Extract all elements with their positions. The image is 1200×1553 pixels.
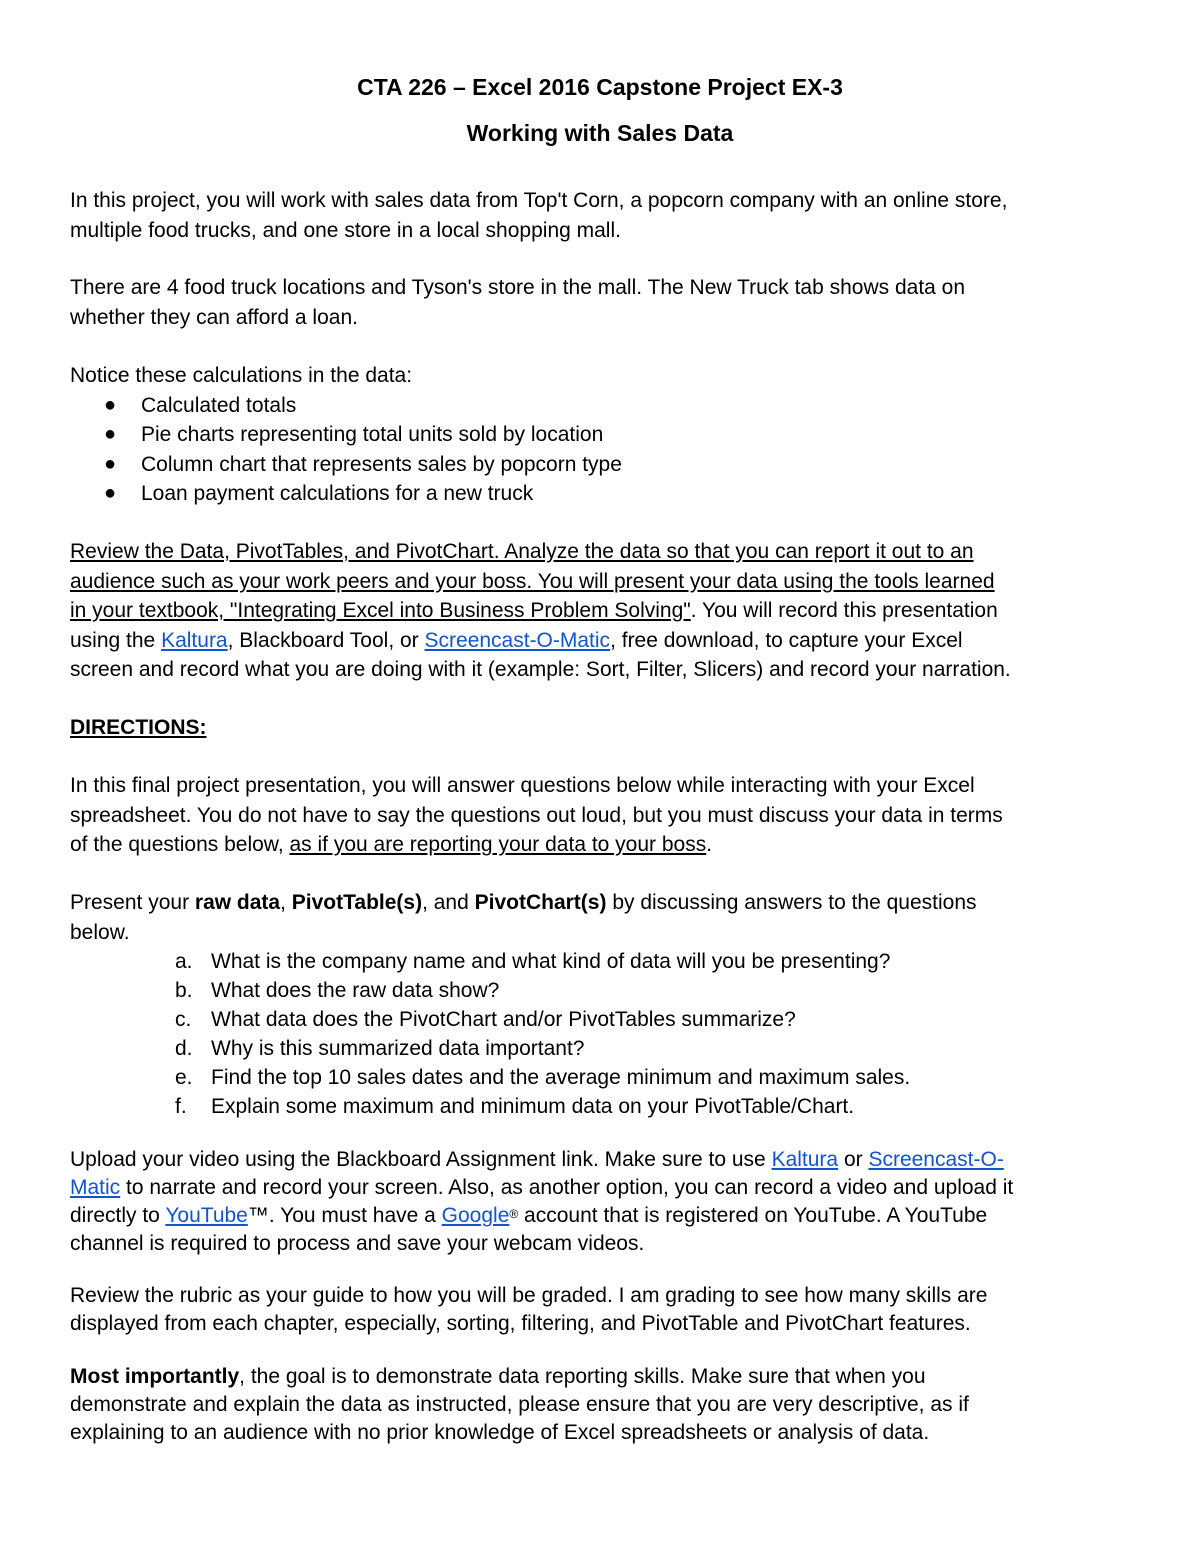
question-marker: d. [175, 1037, 193, 1060]
upload-text: to narrate and record your screen. Also, as another option, you can record a video and upload it [120, 1176, 1014, 1199]
upload-text: ™. You must have a [247, 1204, 442, 1227]
question-item [70, 1034, 1140, 1063]
google-link[interactable]: Google [441, 1204, 510, 1227]
important-bold-text: Most importantly [70, 1365, 240, 1388]
bullet-list-item [70, 391, 1140, 421]
rubric-line: displayed from each chapter, especially, sorting, filtering, and PivotTable and PivotChart features. [70, 1312, 971, 1335]
final-line: In this final project presentation, you will answer questions below while interacting with your Excel [70, 774, 975, 797]
upload-text: account that is registered on YouTube. A YouTube [518, 1204, 988, 1227]
present-bold-text: raw data [194, 891, 281, 914]
upload-text: or [838, 1148, 869, 1171]
question-text: What is the company name and what kind of data will you be presenting? [211, 950, 891, 973]
bullet-icon: ● [104, 423, 117, 445]
final-paragraph [70, 771, 1140, 860]
review-text: , Blackboard Tool, or [227, 628, 425, 652]
intro-line: In this project, you will work with sales data from Top't Corn, a popcorn company with an online store, [70, 189, 1008, 212]
intro-paragraph [70, 186, 1140, 245]
directions-section [70, 713, 1140, 743]
question-text: Find the top 10 sales dates and the average minimum and maximum sales. [211, 1066, 911, 1089]
youtube-link[interactable]: YouTube [165, 1204, 248, 1227]
question-item [70, 1005, 1140, 1034]
notice-heading: Notice these calculations in the data: [70, 364, 413, 387]
upload-text: Upload your video using the Blackboard Assignment link. Make sure to use [70, 1148, 772, 1171]
screencast-o-matic-link[interactable]: Screencast-O-Matic [424, 628, 611, 652]
question-marker: b. [175, 979, 193, 1002]
question-item [70, 1063, 1140, 1092]
question-item [70, 947, 1140, 976]
bullet-icon: ● [104, 452, 117, 475]
final-text: of the questions below, [70, 833, 290, 856]
bullet-icon: ● [104, 393, 117, 416]
important-text: , the goal is to demonstrate data reporting skills. Make sure that when you [239, 1365, 926, 1388]
bullet-text: Calculated totals [141, 393, 297, 417]
upload-text: channel is required to process and save your webcam videos. [70, 1232, 645, 1255]
notice-section [70, 361, 1140, 509]
question-marker: a. [175, 950, 193, 973]
intro-line: multiple food trucks, and one store in a local shopping mall. [70, 218, 621, 242]
present-text: by discussing answers to the questions [606, 891, 977, 914]
question-marker: c. [175, 1008, 192, 1031]
question-text: What data does the PivotChart and/or PivotTables summarize? [211, 1008, 796, 1031]
present-text: , [280, 891, 292, 914]
important-paragraph [70, 1363, 1140, 1447]
question-text: What does the raw data show? [211, 979, 500, 1002]
question-text: Explain some maximum and minimum data on your PivotTable/Chart. [211, 1095, 855, 1118]
bullet-list-item [70, 479, 1140, 509]
kaltura-link[interactable]: Kaltura [771, 1148, 839, 1171]
important-line: demonstrate and explain the data as instructed, please ensure that you are very descriptive, as if [70, 1393, 969, 1416]
rubric-line: Review the rubric as your guide to how you will be graded. I am grading to see how many skills are [70, 1284, 988, 1307]
review-text: screen and record what you are doing with it (example: Sort, Filter, Slicers) and record your narration. [70, 658, 1011, 681]
screencast-o-matic-link[interactable]: Matic [70, 1176, 121, 1199]
final-underlined-text: as if you are reporting your data to your boss [289, 833, 707, 856]
locations-line: whether they can afford a loan. [70, 305, 358, 329]
present-bold-text: PivotTable(s) [291, 891, 423, 914]
review-text: , free download, to capture your Excel [610, 628, 963, 652]
question-text: Why is this summarized data important? [211, 1037, 585, 1060]
review-underlined-text: Review the Data, PivotTables, and PivotChart. Analyze the data so that you can report it out to an [70, 540, 974, 563]
document-title: CTA 226 – Excel 2016 Capstone Project EX-3 [357, 74, 843, 100]
directions-heading: DIRECTIONS: [70, 716, 207, 739]
present-text: , and [422, 891, 475, 914]
kaltura-link[interactable]: Kaltura [161, 628, 228, 652]
bullet-text: Column chart that represents sales by popcorn type [141, 452, 622, 476]
review-paragraph [70, 537, 1140, 685]
bullet-text: Loan payment calculations for a new truck [141, 482, 534, 505]
locations-paragraph [70, 273, 1140, 332]
final-text: . [706, 833, 713, 856]
bullet-list-item [70, 420, 1140, 450]
upload-paragraph [70, 1146, 1140, 1258]
upload-text: directly to [70, 1204, 166, 1227]
question-marker: e. [175, 1066, 193, 1089]
locations-line: There are 4 food truck locations and Tyson's store in the mall. The New Truck tab shows data on [70, 276, 966, 299]
bullet-list-item [70, 450, 1140, 480]
important-line: explaining to an audience with no prior knowledge of Excel spreadsheets or analysis of data. [70, 1421, 930, 1444]
final-line: spreadsheet. You do not have to say the questions out loud, but you must discuss your data in terms [70, 803, 1003, 827]
review-text: . You will record this presentation [690, 599, 998, 622]
question-item [70, 976, 1140, 1005]
present-text: below. [70, 920, 130, 944]
review-text: using the [70, 628, 162, 652]
screencast-o-matic-link[interactable]: Screencast-O- [868, 1148, 1004, 1171]
question-marker: f. [175, 1095, 187, 1118]
bullet-icon: ● [104, 482, 117, 504]
bullet-text: Pie charts representing total units sold by location [141, 423, 604, 446]
question-item [70, 1092, 1140, 1121]
rubric-paragraph [70, 1282, 1140, 1338]
review-underlined-text: in your textbook, "Integrating Excel into Business Problem Solving" [70, 599, 691, 622]
present-text: Present your [70, 891, 195, 914]
document-subtitle: Working with Sales Data [466, 120, 734, 146]
registered-mark: ® [509, 1207, 519, 1221]
review-underlined-text: audience such as your work peers and your boss. You will present your data using the tools learned [70, 569, 995, 593]
present-bold-text: PivotChart(s) [474, 891, 607, 914]
present-paragraph [70, 888, 1140, 1121]
